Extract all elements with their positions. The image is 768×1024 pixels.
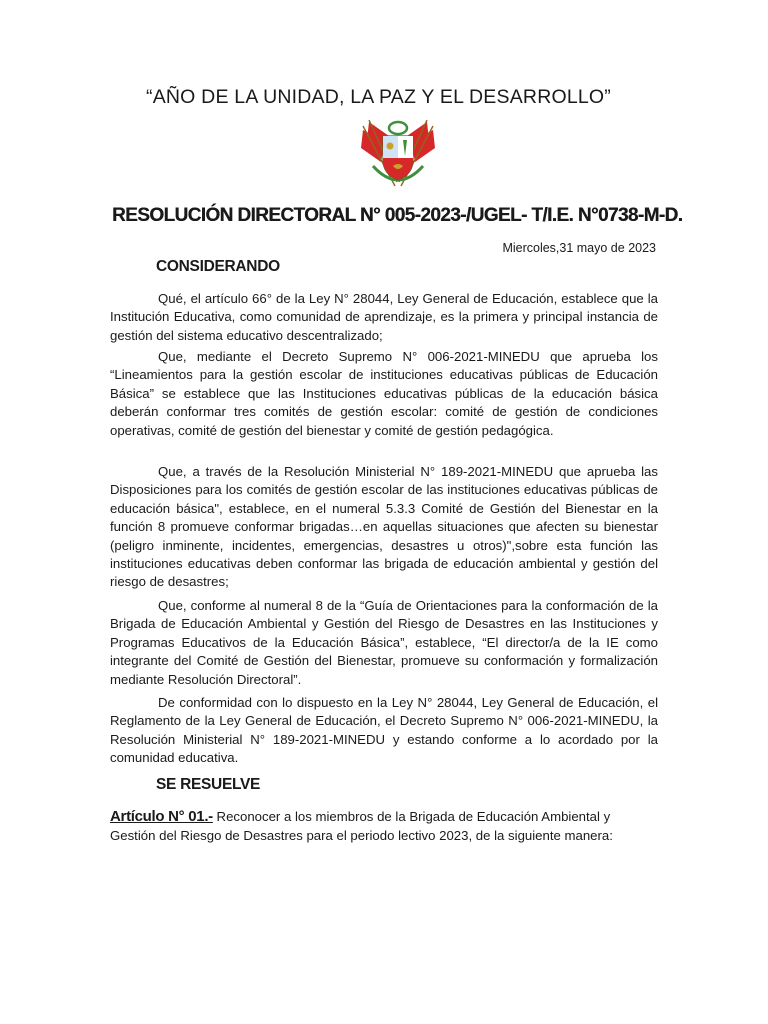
- year-motto: “AÑO DE LA UNIDAD, LA PAZ Y EL DESARROLLO”: [146, 86, 611, 108]
- paragraph: Que, a través de la Resolución Ministerial N° 189-2021-MINEDU que aprueba las Disposiciones para los comités de gestión escolar de las instituciones educativas públicas de educación básica", establece, en el numeral 5.3.3 Comité de Gestión del Bienestar en la función 8 promueve conformar brigadas…en aquellas situaciones que afecten su bienestar (peligro inminente, incidentes, emergencias, desastres u otros)",sobre esta función las instituciones educativas deben conformar las brigada de educación ambiental y gestión del riesgo de desastres;: [110, 464, 658, 590]
- peru-coat-of-arms-icon: [355, 116, 441, 194]
- paragraph: Que, conforme al numeral 8 de la “Guía de Orientaciones para la conformación de la Brigada de Educación Ambiental y Gestión del Riesgo de Desastres en las Instituciones y Programas Educativos de la Educación Básica”, establece, “El director/a de la IE como integrante del Comité de Gestión del Bienestar, promueve su conformación y formalización mediante Resolución Directoral”.: [110, 598, 658, 687]
- paragraph: Qué, el artículo 66° de la Ley N° 28044, Ley General de Educación, establece que la Institución Educativa, como comunidad de aprendizaje, es la primera y principal instancia de gestión del sistema educativo descentralizado;: [110, 291, 658, 343]
- resolution-title: RESOLUCIÓN DIRECTORAL N° 005-2023-/UGEL- T/I.E. N°0738-M-D.: [112, 205, 683, 226]
- paragraph: Que, mediante el Decreto Supremo N° 006-2021-MINEDU que aprueba los “Lineamientos para la gestión escolar de instituciones educativas públicas de Educación Básica” se establece que las Instituciones educativas públicas de la educación básica deberán conformar tres comités de gestión escolar: comité de gestión de condiciones operativas, comité de gestión del bienestar y comité de gestión pedagógica.: [110, 349, 658, 438]
- article-label: Artículo N° 01.-: [110, 808, 213, 825]
- article-01: [110, 808, 658, 845]
- article-text: Reconocer a los miembros de la Brigada de Educación Ambiental y Gestión del Riesgo de Desastres para el periodo lectivo 2023, de la siguiente manera:: [110, 809, 613, 843]
- considerando-heading: CONSIDERANDO: [156, 258, 280, 275]
- paragraph: De conformidad con lo dispuesto en la Ley N° 28044, Ley General de Educación, el Reglamento de la Ley General de Educación, el Decreto Supremo N° 006-2021-MINEDU, la Resolución Ministerial N° 189-2021-MINEDU y estando conforme a lo acordado por la comunidad educativa.: [110, 695, 658, 766]
- document-date: Miercoles,31 mayo de 2023: [502, 241, 656, 255]
- se-resuelve-heading: SE RESUELVE: [156, 776, 261, 793]
